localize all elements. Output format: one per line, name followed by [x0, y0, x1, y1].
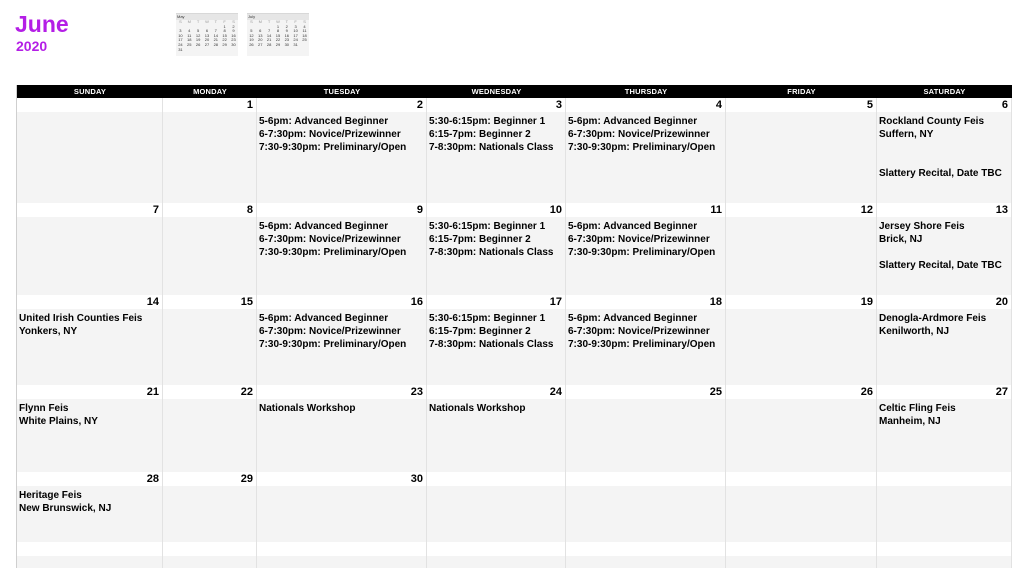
- mini-calendar-date: 10: [293, 28, 298, 34]
- mini-calendar-date: 1: [276, 23, 280, 29]
- mini-calendar-date: 1: [223, 23, 226, 29]
- event-entry: 5-6pm: Advanced Beginner: [259, 221, 389, 232]
- day-cell[interactable]: [17, 472, 163, 542]
- mini-calendar-date: 24: [293, 37, 298, 43]
- day-number-strip: [877, 385, 1011, 399]
- mini-calendar-date: 13: [258, 32, 263, 38]
- day-number: 28: [146, 473, 159, 485]
- day-cell[interactable]: [17, 542, 163, 568]
- event-list: [879, 312, 1011, 338]
- mini-calendar-date: 27: [204, 41, 210, 47]
- day-number-strip: [566, 385, 725, 399]
- mini-calendar-date: 16: [284, 32, 290, 38]
- event-entry: Jersey Shore Feis: [879, 221, 965, 232]
- event-list: [429, 402, 565, 415]
- day-number-strip: [726, 295, 876, 309]
- day-cell[interactable]: [566, 98, 726, 203]
- mini-calendar-date: [300, 43, 309, 48]
- mini-calendar-date: 31: [178, 46, 183, 52]
- day-number-strip: [877, 542, 1011, 556]
- event-entry: 7:30-9:30pm: Preliminary/Open: [568, 142, 716, 153]
- day-number: 8: [246, 204, 253, 216]
- event-entry: 7-8:30pm: Nationals Class: [429, 247, 554, 258]
- event-entry: New Brunswick, NJ: [19, 503, 112, 514]
- day-number-strip: [566, 203, 725, 217]
- event-entry: 5:30-6:15pm: Beginner 1: [429, 313, 546, 324]
- mini-calendar-date: [185, 48, 194, 53]
- day-cell[interactable]: [566, 295, 726, 385]
- day-number: 1: [246, 99, 253, 111]
- mini-calendar-weekday: S: [179, 19, 182, 24]
- event-entry: 6-7:30pm: Novice/Prizewinner: [259, 129, 401, 140]
- event-list: [19, 489, 162, 515]
- event-list: [879, 402, 1011, 428]
- event-entry: 7:30-9:30pm: Preliminary/Open: [568, 339, 716, 350]
- mini-calendar-weekday: T: [214, 19, 218, 24]
- mini-calendar-date: 2: [232, 23, 235, 29]
- mini-calendar-date: 6: [205, 28, 209, 34]
- event-entry: Yonkers, NY: [19, 326, 78, 337]
- event-entry: 5-6pm: Advanced Beginner: [259, 313, 389, 324]
- day-number: 23: [410, 386, 423, 398]
- event-entry: Manheim, NJ: [879, 416, 941, 427]
- mini-calendar-date: 4: [188, 28, 191, 34]
- event-list: [429, 220, 565, 259]
- calendar-grid: [16, 85, 1012, 568]
- day-cell[interactable]: [163, 472, 257, 542]
- mini-calendar-weekday: W: [205, 19, 209, 24]
- event-entry: United Irish Counties Feis: [19, 313, 143, 324]
- mini-calendar-date: 23: [284, 37, 290, 43]
- day-number-strip: [163, 203, 256, 217]
- day-cell[interactable]: [17, 295, 163, 385]
- event-spacer: [879, 246, 1011, 259]
- event-list: [259, 115, 426, 154]
- event-entry: Suffern, NY: [879, 129, 934, 140]
- day-number-strip: [427, 472, 565, 486]
- day-number: 7: [152, 204, 159, 216]
- day-number-strip: [427, 542, 565, 556]
- day-number-strip: [566, 295, 725, 309]
- mini-calendar-date: 20: [204, 37, 210, 43]
- mini-calendar-weekday: F: [294, 19, 297, 24]
- day-cell[interactable]: [257, 385, 427, 472]
- day-number: 14: [146, 296, 159, 308]
- day-number: 18: [709, 296, 722, 308]
- day-number: 4: [715, 99, 722, 111]
- mini-calendar-date: 30: [231, 41, 236, 47]
- week-row: [17, 98, 1012, 203]
- event-entry: 5-6pm: Advanced Beginner: [568, 313, 698, 324]
- mini-calendar-weekday: S: [303, 19, 306, 24]
- mini-calendar-date: 25: [302, 37, 307, 43]
- event-entry: 6-7:30pm: Novice/Prizewinner: [568, 234, 710, 245]
- day-cell[interactable]: [566, 472, 726, 542]
- day-number-strip: [257, 542, 426, 556]
- day-cell[interactable]: [427, 385, 566, 472]
- event-entry: 6:15-7pm: Beginner 2: [429, 129, 531, 140]
- day-number: 11: [710, 204, 722, 216]
- mini-calendar-date: 13: [204, 32, 210, 38]
- event-entry: 5:30-6:15pm: Beginner 1: [429, 116, 546, 127]
- mini-calendar-weekday: S: [232, 19, 235, 24]
- mini-calendar-date: 8: [276, 28, 280, 34]
- week-row: [17, 203, 1012, 295]
- day-number: 24: [549, 386, 562, 398]
- day-number: 26: [860, 386, 873, 398]
- mini-calendar-date: 3: [294, 23, 297, 29]
- day-number: 17: [549, 296, 562, 308]
- week-row: [17, 385, 1012, 472]
- day-number-strip: [17, 295, 162, 309]
- day-number: 21: [146, 386, 159, 398]
- day-number-strip: [566, 542, 725, 556]
- event-spacer: [879, 141, 1011, 167]
- day-cell[interactable]: [163, 542, 257, 568]
- day-number-strip: [257, 98, 426, 112]
- day-cell[interactable]: [163, 295, 257, 385]
- day-number: 16: [410, 296, 423, 308]
- day-cell[interactable]: [726, 295, 877, 385]
- mini-calendar-date: 19: [195, 37, 201, 43]
- mini-calendar-date: 21: [266, 37, 272, 43]
- day-number: 22: [240, 386, 253, 398]
- day-number: 12: [860, 204, 873, 216]
- event-list: [879, 115, 1011, 180]
- day-cell[interactable]: [877, 203, 1012, 295]
- event-list: [429, 115, 565, 154]
- mini-calendar-date: 21: [213, 37, 219, 43]
- mini-calendar-date: 22: [222, 37, 227, 43]
- day-cell[interactable]: [257, 542, 427, 568]
- day-cell[interactable]: [726, 385, 877, 472]
- mini-calendar-date: 5: [196, 28, 200, 34]
- mini-calendar-title: July: [247, 14, 309, 20]
- event-entry: 6:15-7pm: Beginner 2: [429, 234, 531, 245]
- mini-calendar-date: 18: [187, 37, 192, 43]
- mini-calendar-date: 31: [293, 41, 298, 47]
- mini-calendar-date: 28: [213, 41, 219, 47]
- event-list: [19, 312, 162, 338]
- mini-calendar-date: 2: [285, 23, 288, 29]
- day-cell[interactable]: [17, 203, 163, 295]
- event-entry: Slattery Recital, Date TBC: [879, 168, 1002, 179]
- mini-calendar-date: 17: [178, 37, 183, 43]
- event-entry: Kenilworth, NJ: [879, 326, 950, 337]
- day-number-strip: [726, 385, 876, 399]
- day-cell[interactable]: [163, 203, 257, 295]
- day-number-strip: [17, 542, 162, 556]
- mini-calendar-date: 28: [266, 41, 272, 47]
- weekday-header-saturday: SATURDAY: [923, 87, 966, 96]
- day-cell[interactable]: [726, 542, 877, 568]
- mini-calendar-date: 14: [213, 32, 219, 38]
- day-number: 30: [410, 473, 423, 485]
- mini-calendar-date: 27: [258, 41, 263, 47]
- day-number-strip: [257, 385, 426, 399]
- mini-calendar-date: 11: [302, 28, 307, 34]
- day-cell[interactable]: [566, 203, 726, 295]
- day-number-strip: [163, 98, 256, 112]
- event-list: [19, 402, 162, 428]
- mini-calendar-date: [194, 48, 203, 53]
- event-entry: 6-7:30pm: Novice/Prizewinner: [568, 326, 710, 337]
- mini-calendar-date: 26: [249, 41, 254, 47]
- mini-calendar-date: 12: [249, 32, 254, 38]
- day-number-strip: [17, 472, 162, 486]
- event-entry: 7:30-9:30pm: Preliminary/Open: [259, 142, 407, 153]
- event-entry: 6-7:30pm: Novice/Prizewinner: [568, 129, 710, 140]
- weekday-header-thursday: THURSDAY: [624, 87, 668, 96]
- mini-calendar-may: [176, 13, 238, 56]
- day-cell[interactable]: [427, 203, 566, 295]
- event-entry: 5-6pm: Advanced Beginner: [568, 116, 698, 127]
- day-number: 27: [995, 386, 1008, 398]
- mini-calendar-date: 25: [187, 41, 192, 47]
- day-number: 29: [240, 473, 253, 485]
- mini-calendar-date: 4: [303, 23, 306, 29]
- day-number-strip: [257, 472, 426, 486]
- mini-calendar-date: 7: [267, 28, 271, 34]
- day-number: 9: [416, 204, 423, 216]
- mini-calendar-date: [211, 48, 220, 53]
- event-entry: 7:30-9:30pm: Preliminary/Open: [568, 247, 716, 258]
- day-cell[interactable]: [257, 472, 427, 542]
- event-entry: 7:30-9:30pm: Preliminary/Open: [259, 247, 407, 258]
- mini-calendar-date: 22: [275, 37, 281, 43]
- day-number: 2: [416, 99, 423, 111]
- event-entry: 5-6pm: Advanced Beginner: [568, 221, 698, 232]
- mini-calendar-weekday: S: [250, 19, 253, 24]
- day-number-strip: [163, 542, 256, 556]
- day-cell[interactable]: [427, 472, 566, 542]
- mini-calendar-date: 16: [231, 32, 236, 38]
- day-number: 13: [995, 204, 1008, 216]
- mini-calendar-july: [247, 13, 309, 56]
- day-cell[interactable]: [877, 385, 1012, 472]
- mini-calendar-date: 9: [285, 28, 288, 34]
- day-cell[interactable]: [726, 98, 877, 203]
- mini-calendar-date: 15: [222, 32, 227, 38]
- event-entry: Flynn Feis: [19, 403, 69, 414]
- event-entry: Brick, NJ: [879, 234, 923, 245]
- event-entry: 5:30-6:15pm: Beginner 1: [429, 221, 546, 232]
- mini-calendar-date: 18: [302, 32, 307, 38]
- mini-calendar-date: 6: [259, 28, 262, 34]
- day-cell[interactable]: [877, 98, 1012, 203]
- event-entry: 7:30-9:30pm: Preliminary/Open: [259, 339, 407, 350]
- weekday-header-tuesday: TUESDAY: [323, 87, 361, 96]
- mini-calendar-date: 26: [195, 41, 201, 47]
- day-number: 5: [866, 99, 873, 111]
- day-number: 25: [709, 386, 722, 398]
- event-list: [879, 220, 1011, 272]
- day-cell[interactable]: [427, 98, 566, 203]
- day-cell[interactable]: [17, 385, 163, 472]
- mini-calendar-date: 24: [178, 41, 183, 47]
- mini-calendar-date: 10: [178, 32, 183, 38]
- mini-calendar-weekday: F: [223, 19, 226, 24]
- year-title: 2020: [16, 38, 48, 54]
- day-number-strip: [877, 472, 1011, 486]
- day-cell[interactable]: [427, 295, 566, 385]
- day-number-strip: [17, 385, 162, 399]
- day-number-strip: [877, 98, 1011, 112]
- mini-calendar-date: [229, 48, 238, 53]
- mini-calendar-date: 8: [223, 28, 226, 34]
- event-entry: White Plains, NY: [19, 416, 98, 427]
- event-entry: 5-6pm: Advanced Beginner: [259, 116, 389, 127]
- day-number-strip: [877, 203, 1011, 217]
- day-cell[interactable]: [427, 542, 566, 568]
- event-entry: 7-8:30pm: Nationals Class: [429, 339, 554, 350]
- mini-calendar-date: 19: [249, 37, 254, 43]
- mini-calendar-weekday: T: [267, 19, 271, 24]
- mini-calendar-date: 30: [284, 41, 290, 47]
- day-cell[interactable]: [566, 542, 726, 568]
- week-row: [17, 295, 1012, 385]
- event-list: [429, 312, 565, 351]
- event-list: [568, 220, 725, 259]
- event-list: [259, 220, 426, 259]
- day-cell[interactable]: [877, 472, 1012, 542]
- day-number-strip: [257, 295, 426, 309]
- event-list: [568, 312, 725, 351]
- event-list: [259, 312, 426, 351]
- day-number-strip: [726, 203, 876, 217]
- mini-calendar-weekday: M: [258, 19, 262, 24]
- day-number: 3: [555, 99, 562, 111]
- event-list: [259, 402, 426, 415]
- mini-calendar-weekday: T: [196, 19, 200, 24]
- mini-calendar-date: 29: [275, 41, 281, 47]
- day-number-strip: [427, 203, 565, 217]
- day-cell[interactable]: [257, 295, 427, 385]
- day-number-strip: [566, 98, 725, 112]
- week-row: [17, 472, 1012, 542]
- event-entry: Heritage Feis: [19, 490, 82, 501]
- day-number-strip: [427, 295, 565, 309]
- event-entry: 6:15-7pm: Beginner 2: [429, 326, 531, 337]
- day-number: 6: [1001, 99, 1008, 111]
- mini-calendar-date: 23: [231, 37, 236, 43]
- mini-calendar-date: 12: [195, 32, 201, 38]
- mini-calendar-date: 29: [222, 41, 227, 47]
- event-entry: Celtic Fling Feis: [879, 403, 956, 414]
- day-number-strip: [17, 98, 162, 112]
- mini-calendar-date: 20: [258, 37, 263, 43]
- day-cell[interactable]: [163, 385, 257, 472]
- weekday-header-wednesday: WEDNESDAY: [471, 87, 522, 96]
- event-entry: 6-7:30pm: Novice/Prizewinner: [259, 326, 401, 337]
- day-cell[interactable]: [726, 472, 877, 542]
- day-number-strip: [163, 385, 256, 399]
- day-number: 15: [240, 296, 253, 308]
- mini-calendar-date: 7: [214, 28, 217, 34]
- mini-calendar-weekday: T: [285, 19, 289, 24]
- day-number-strip: [566, 472, 725, 486]
- mini-calendar-weekday: W: [276, 19, 280, 24]
- day-cell[interactable]: [877, 542, 1012, 568]
- event-entry: 6-7:30pm: Novice/Prizewinner: [259, 234, 401, 245]
- day-number-strip: [257, 203, 426, 217]
- event-entry: Nationals Workshop: [259, 403, 356, 414]
- weekday-header-friday: FRIDAY: [787, 87, 816, 96]
- event-entry: Nationals Workshop: [429, 403, 526, 414]
- weekday-header-monday: MONDAY: [193, 87, 227, 96]
- weekday-header-row: [17, 85, 1012, 98]
- day-number-strip: [427, 385, 565, 399]
- day-number-strip: [163, 295, 256, 309]
- day-number: 19: [860, 296, 873, 308]
- event-entry: Denogla-Ardmore Feis: [879, 313, 987, 324]
- day-cell[interactable]: [726, 203, 877, 295]
- day-number-strip: [726, 98, 876, 112]
- month-title: June: [15, 11, 69, 37]
- mini-calendar-weekday: M: [187, 19, 191, 24]
- mini-calendar-date: 9: [232, 28, 235, 34]
- mini-calendar-date: 3: [179, 28, 182, 34]
- day-number-strip: [726, 542, 876, 556]
- day-cell[interactable]: [877, 295, 1012, 385]
- mini-calendar-title: May: [176, 14, 238, 20]
- day-number: 20: [995, 296, 1008, 308]
- day-cell[interactable]: [17, 98, 163, 203]
- day-cell[interactable]: [257, 98, 427, 203]
- event-entry: Slattery Recital, Date TBC: [879, 260, 1002, 271]
- week-row: [17, 542, 1012, 568]
- mini-calendar-date: 11: [187, 32, 192, 38]
- event-list: [568, 115, 725, 154]
- mini-calendar-date: 5: [250, 28, 253, 34]
- day-number-strip: [17, 203, 162, 217]
- day-number-strip: [877, 295, 1011, 309]
- mini-calendar-date: 14: [266, 32, 272, 38]
- mini-calendar-date: 15: [275, 32, 281, 38]
- day-number-strip: [726, 472, 876, 486]
- event-entry: 7-8:30pm: Nationals Class: [429, 142, 554, 153]
- day-number-strip: [427, 98, 565, 112]
- day-number-strip: [163, 472, 256, 486]
- event-entry: Rockland County Feis: [879, 116, 985, 127]
- mini-calendar-date: [203, 48, 212, 53]
- weekday-header-sunday: SUNDAY: [73, 87, 107, 96]
- day-cell[interactable]: [566, 385, 726, 472]
- day-cell[interactable]: [257, 203, 427, 295]
- mini-calendar-date: [220, 48, 229, 53]
- day-cell[interactable]: [163, 98, 257, 203]
- mini-calendar-date: 17: [293, 32, 298, 38]
- day-number: 10: [549, 204, 562, 216]
